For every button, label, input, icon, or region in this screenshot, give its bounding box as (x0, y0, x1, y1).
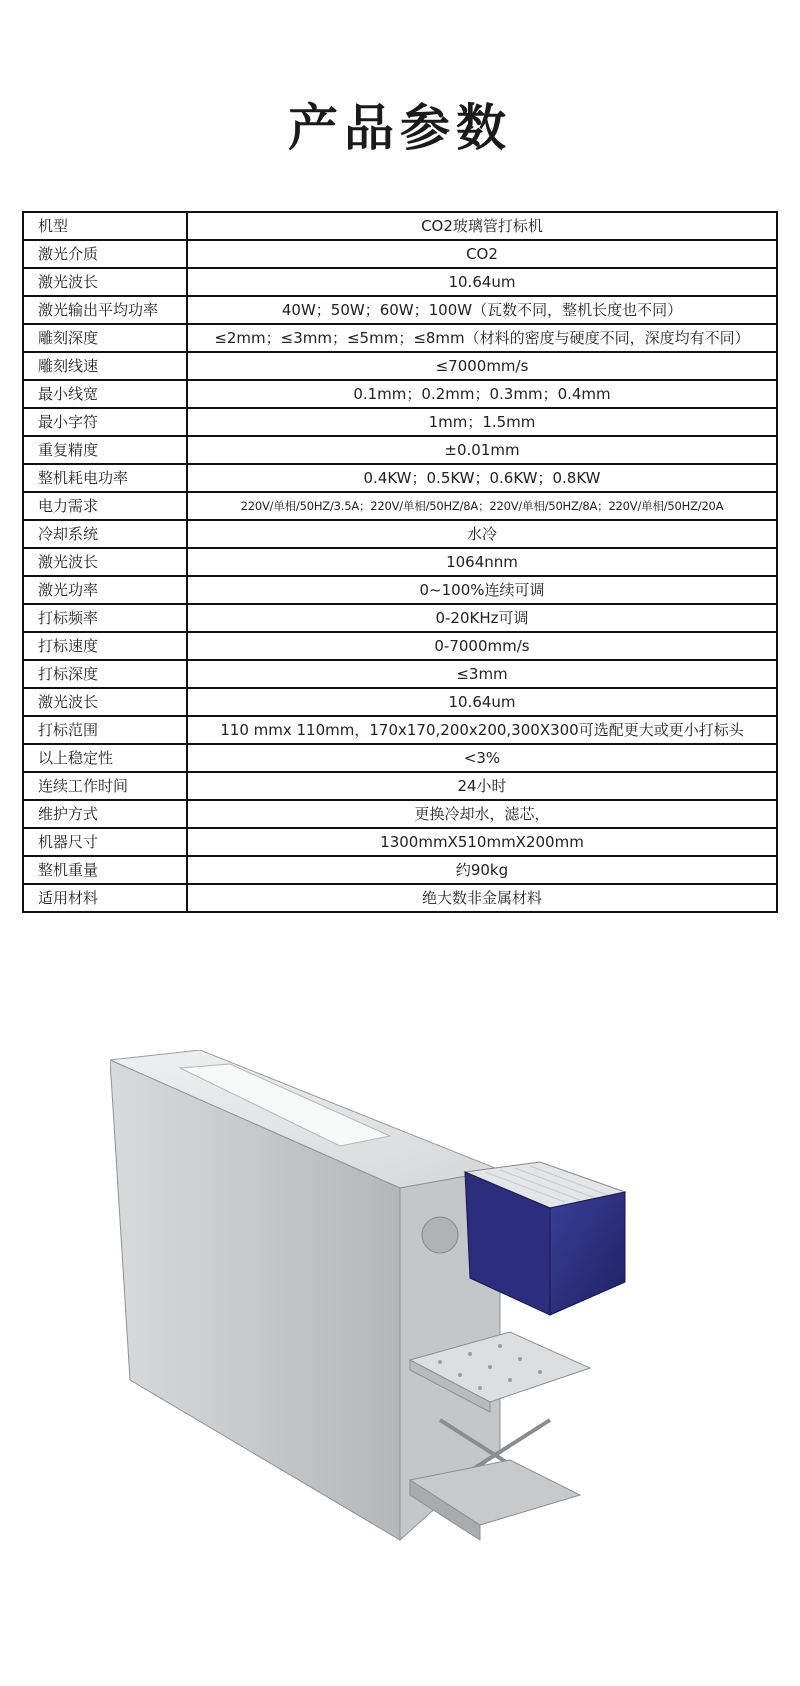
product-image (110, 1050, 650, 1590)
spec-row (23, 604, 777, 632)
spec-row (23, 464, 777, 492)
spec-value: <3% (187, 744, 777, 772)
spec-value: 0~100%连续可调 (187, 576, 777, 604)
spec-value: 0.1mm；0.2mm；0.3mm；0.4mm (187, 380, 777, 408)
spec-row (23, 800, 777, 828)
spec-value: 220V/单相/50HZ/3.5A；220V/单相/50HZ/8A；220V/单相/50HZ/8A；220V/单相/50HZ/20A (187, 492, 777, 520)
spec-row (23, 576, 777, 604)
spec-value: 0.4KW；0.5KW；0.6KW；0.8KW (187, 464, 777, 492)
spec-value: CO2 (187, 240, 777, 268)
spec-label: 打标深度 (23, 660, 187, 688)
spec-value: 110 mmx 110mm，170x170,200x200,300X300可选配更大或更小打标头 (187, 716, 777, 744)
spec-value: 约90kg (187, 856, 777, 884)
front-port (422, 1217, 458, 1253)
spec-row (23, 716, 777, 744)
spec-row (23, 212, 777, 240)
spec-row (23, 492, 777, 520)
spec-label: 激光波长 (23, 268, 187, 296)
spec-row (23, 324, 777, 352)
spec-label: 电力需求 (23, 492, 187, 520)
spec-row (23, 744, 777, 772)
spec-value: ≤3mm (187, 660, 777, 688)
spec-value: 40W；50W；60W；100W（瓦数不同，整机长度也不同） (187, 296, 777, 324)
spec-value: ≤2mm；≤3mm；≤5mm；≤8mm（材料的密度与硬度不同，深度均有不同） (187, 324, 777, 352)
spec-value: CO2玻璃管打标机 (187, 212, 777, 240)
spec-label: 维护方式 (23, 800, 187, 828)
spec-label: 连续工作时间 (23, 772, 187, 800)
spec-label: 激光波长 (23, 548, 187, 576)
spec-value: 水冷 (187, 520, 777, 548)
spec-label: 整机重量 (23, 856, 187, 884)
page-title: 产品参数 (288, 99, 512, 157)
spec-row (23, 408, 777, 436)
spec-label: 最小线宽 (23, 380, 187, 408)
spec-value: 更换冷却水，滤芯， (187, 800, 777, 828)
spec-label: 激光功率 (23, 576, 187, 604)
spec-value: 0-20KHz可调 (187, 604, 777, 632)
spec-label: 适用材料 (23, 884, 187, 912)
spec-value: 0-7000mm/s (187, 632, 777, 660)
spec-label: 激光波长 (23, 688, 187, 716)
spec-label: 雕刻深度 (23, 324, 187, 352)
spec-table (22, 211, 778, 913)
spec-label: 打标范围 (23, 716, 187, 744)
spec-row (23, 884, 777, 912)
spec-label: 重复精度 (23, 436, 187, 464)
spec-value: 1300mmX510mmX200mm (187, 828, 777, 856)
spec-label: 打标频率 (23, 604, 187, 632)
spec-row (23, 828, 777, 856)
spec-value: 24小时 (187, 772, 777, 800)
spec-row (23, 772, 777, 800)
spec-row (23, 296, 777, 324)
spec-label: 机器尺寸 (23, 828, 187, 856)
spec-label: 激光介质 (23, 240, 187, 268)
galvo-head-front (550, 1192, 625, 1315)
spec-value: 10.64um (187, 268, 777, 296)
spec-label: 冷却系统 (23, 520, 187, 548)
spec-value: ≤7000mm/s (187, 352, 777, 380)
spec-value: 1mm；1.5mm (187, 408, 777, 436)
spec-label: 机型 (23, 212, 187, 240)
spec-row (23, 688, 777, 716)
spec-value: 10.64um (187, 688, 777, 716)
spec-row (23, 352, 777, 380)
spec-value: 1064nnm (187, 548, 777, 576)
spec-row (23, 436, 777, 464)
spec-row (23, 268, 777, 296)
spec-row (23, 520, 777, 548)
spec-label: 打标速度 (23, 632, 187, 660)
spec-row (23, 856, 777, 884)
spec-row (23, 380, 777, 408)
spec-label: 以上稳定性 (23, 744, 187, 772)
spec-label: 激光输出平均功率 (23, 296, 187, 324)
spec-label: 整机耗电功率 (23, 464, 187, 492)
spec-row (23, 660, 777, 688)
spec-row (23, 240, 777, 268)
spec-label: 最小字符 (23, 408, 187, 436)
spec-label: 雕刻线速 (23, 352, 187, 380)
spec-value: ±0.01mm (187, 436, 777, 464)
spec-value: 绝大数非金属材料 (187, 884, 777, 912)
spec-row (23, 548, 777, 576)
spec-row (23, 632, 777, 660)
